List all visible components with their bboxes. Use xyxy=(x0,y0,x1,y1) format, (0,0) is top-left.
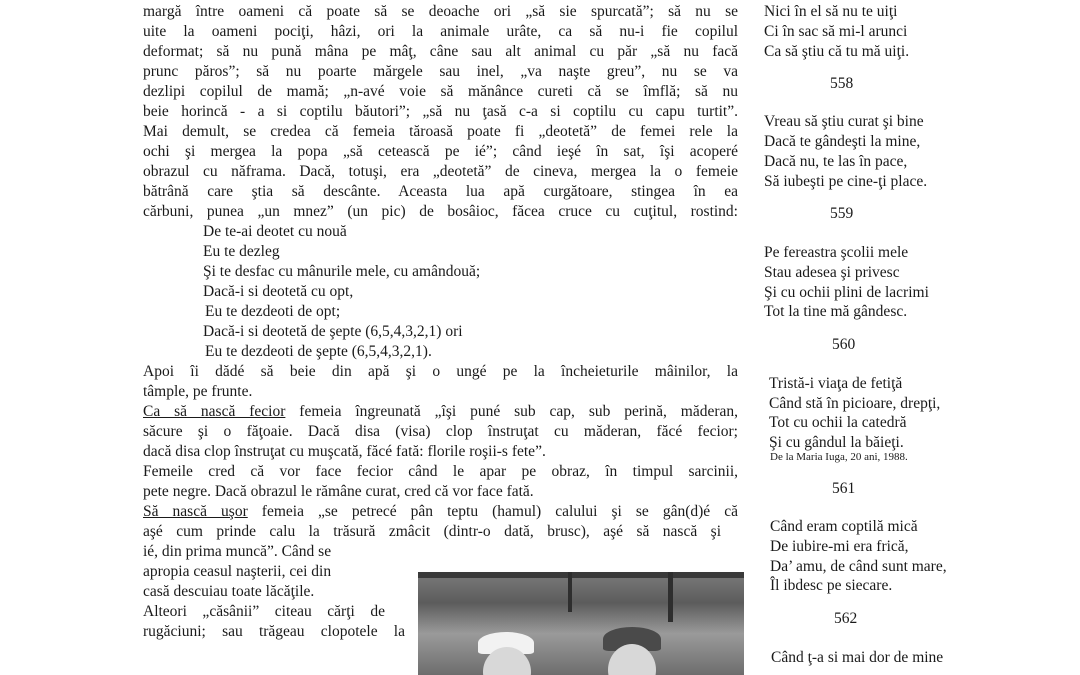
text-line: deformat; să nu pună mâna pe mâţ, câne sau alt animal cu păr „să nu facă xyxy=(143,43,738,60)
poem-line: De iubire-mi era frică, xyxy=(770,538,909,555)
text-line: aşé cum prinde calu la trăsură zmâcit (dintr-o dată, brusc), aşé să nască şi xyxy=(143,523,721,540)
poem-line: Când stă în picioare, drepţi, xyxy=(769,395,941,412)
poem-line: Nici în el să nu te uiţi xyxy=(764,3,898,20)
text-line: tâmple, pe frunte. xyxy=(143,383,253,400)
text-line: ié, din prima muncă”. Când se xyxy=(143,543,332,560)
text-line: Apoi îi dădé să beie din apă şi o ungé pe la încheieturile mâinilor, la xyxy=(143,363,738,380)
poem-source: De la Maria Iuga, 20 ani, 1988. xyxy=(770,451,908,463)
poem-line: Şi cu gândul la băieţi. xyxy=(769,434,904,451)
poem-number: 560 xyxy=(832,336,856,353)
text-line: obrazul cu năframa. Dacă, totuşi, era „deotetă” de cineva, mergea la o femeie xyxy=(143,163,738,180)
text-line xyxy=(143,402,738,422)
poem-line: Îl ibdesc pe siecare. xyxy=(770,577,893,594)
poem-line: Pe fereastra şcolii mele xyxy=(764,244,909,261)
text-line: rugăciuni; sau trăgeau clopotele la xyxy=(143,623,405,640)
poem-line: Stau adesea şi privesc xyxy=(764,264,900,281)
incantation-line: De te-ai deotet cu nouă xyxy=(203,223,347,240)
text-span: femeia „se petrecé pân teptu (hamul) calului şi se gân(d)é că xyxy=(247,503,738,520)
text-line xyxy=(143,502,738,522)
poem-line: Dacă te gândeşti la mine, xyxy=(764,133,921,150)
poem-line: Ca să ştiu că tu mă uiţi. xyxy=(764,43,910,60)
text-line: Alteori „căsânii” citeau cărţi de xyxy=(143,603,385,620)
incantation-line: Dacă-i si deotetă cu opt, xyxy=(203,283,354,300)
poem-line: Tot cu ochii la catedră xyxy=(769,414,907,431)
text-line: ochi şi mergea la popa „să cetească pe ié”; când ieşé în sat, îşi acoperé xyxy=(143,143,738,160)
main-text-column xyxy=(143,0,738,642)
poem-line: Când eram coptilă mică xyxy=(770,518,918,535)
poem-number: 562 xyxy=(834,610,858,627)
text-line: Mai demult, se credea că femeia tăroasă poate fi „deotetă” de femei rele la xyxy=(143,123,738,140)
text-line: uite la oameni pociţi, hâzi, ori la animale urâte, ca să nu-i fie copilul xyxy=(143,23,738,40)
text-line: prunc păros”; să nu poarte mărgele sau inel, „va naşte greu”, nu se va xyxy=(143,63,738,80)
poem-line: Tot la tine mă gândesc. xyxy=(764,303,908,320)
poem-line: Dacă nu, te las în pace, xyxy=(764,153,908,170)
incantation-line: Dacă-i si deotetă de şepte (6,5,4,3,2,1) ori xyxy=(203,323,463,340)
incantation-line: Şi te desfac cu mânurile mele, cu amândouă; xyxy=(203,263,481,280)
poem-line: Când ţ-a si mai dor de mine xyxy=(771,649,944,666)
poem-line: Şi cu ochii plini de lacrimi xyxy=(764,284,929,301)
text-line: margă între oameni că poate să se deoache ori „să sie spurcată”; să nu se xyxy=(143,3,738,20)
incantation-line: Eu te dezdeoti de opt; xyxy=(205,303,341,320)
section-heading-fecior: Ca să nască fecior xyxy=(143,403,286,420)
poem-number: 559 xyxy=(830,205,854,222)
text-line: casă descuiau toate lăcăţile. xyxy=(143,583,315,600)
poem-line: Vreau să ştiu curat şi bine xyxy=(764,113,924,130)
section-heading-usor: Să nască uşor xyxy=(143,503,248,520)
photo-two-girls xyxy=(418,572,744,675)
text-line: dezlipi copilul de mamă; „n-avé voie să mănânce cureti că se îmflă; să nu xyxy=(143,83,738,100)
poem-line: Da’ amu, de când sunt mare, xyxy=(770,558,947,575)
poem-line: Ci în sac să mi-l arunci xyxy=(764,23,908,40)
poem-number: 561 xyxy=(832,480,856,497)
poem-line: Tristă-i viaţa de fetiţă xyxy=(769,375,903,392)
poem-line: Să iubeşti pe cine-ţi place. xyxy=(764,173,928,190)
text-line: apropia ceasul naşterii, cei din xyxy=(143,563,332,580)
text-span: femeia îngreunată „îşi puné sub cap, sub perină, măderan, xyxy=(285,403,738,420)
text-line: cărbuni, punea „un mnez” (un pic) de bosâioc, făcea cruce cu cuţitul, rostind: xyxy=(143,203,738,220)
incantation-line: Eu te dezdeoti de şepte (6,5,4,3,2,1). xyxy=(205,343,432,360)
text-line: dacă disa clop înstruţat cu muşcată, făcé fată: florile roşii-s fete”. xyxy=(143,443,546,460)
text-line: beie horincă - a si coptilu băutori”; „să nu ţasă c-a si coptilu cu capu turtit”. xyxy=(143,103,738,120)
text-line: Femeile cred că vor face fecior când le apar pe obraz, în timpul sarcinii, xyxy=(143,463,738,480)
poem-number: 558 xyxy=(830,75,854,92)
text-line: săcure şi o făţoaie. Dacă disa (visa) clop înstruţat cu măderan, făcé fecior; xyxy=(143,423,738,440)
text-line: pete negre. Dacă obrazul le rămâne curat, cred că vor face fată. xyxy=(143,483,534,500)
incantation-line: Eu te dezleg xyxy=(203,243,280,260)
text-line: bătrână care ştia să descânte. Aceasta lua apă curgătoare, stingea în ea xyxy=(143,183,738,200)
